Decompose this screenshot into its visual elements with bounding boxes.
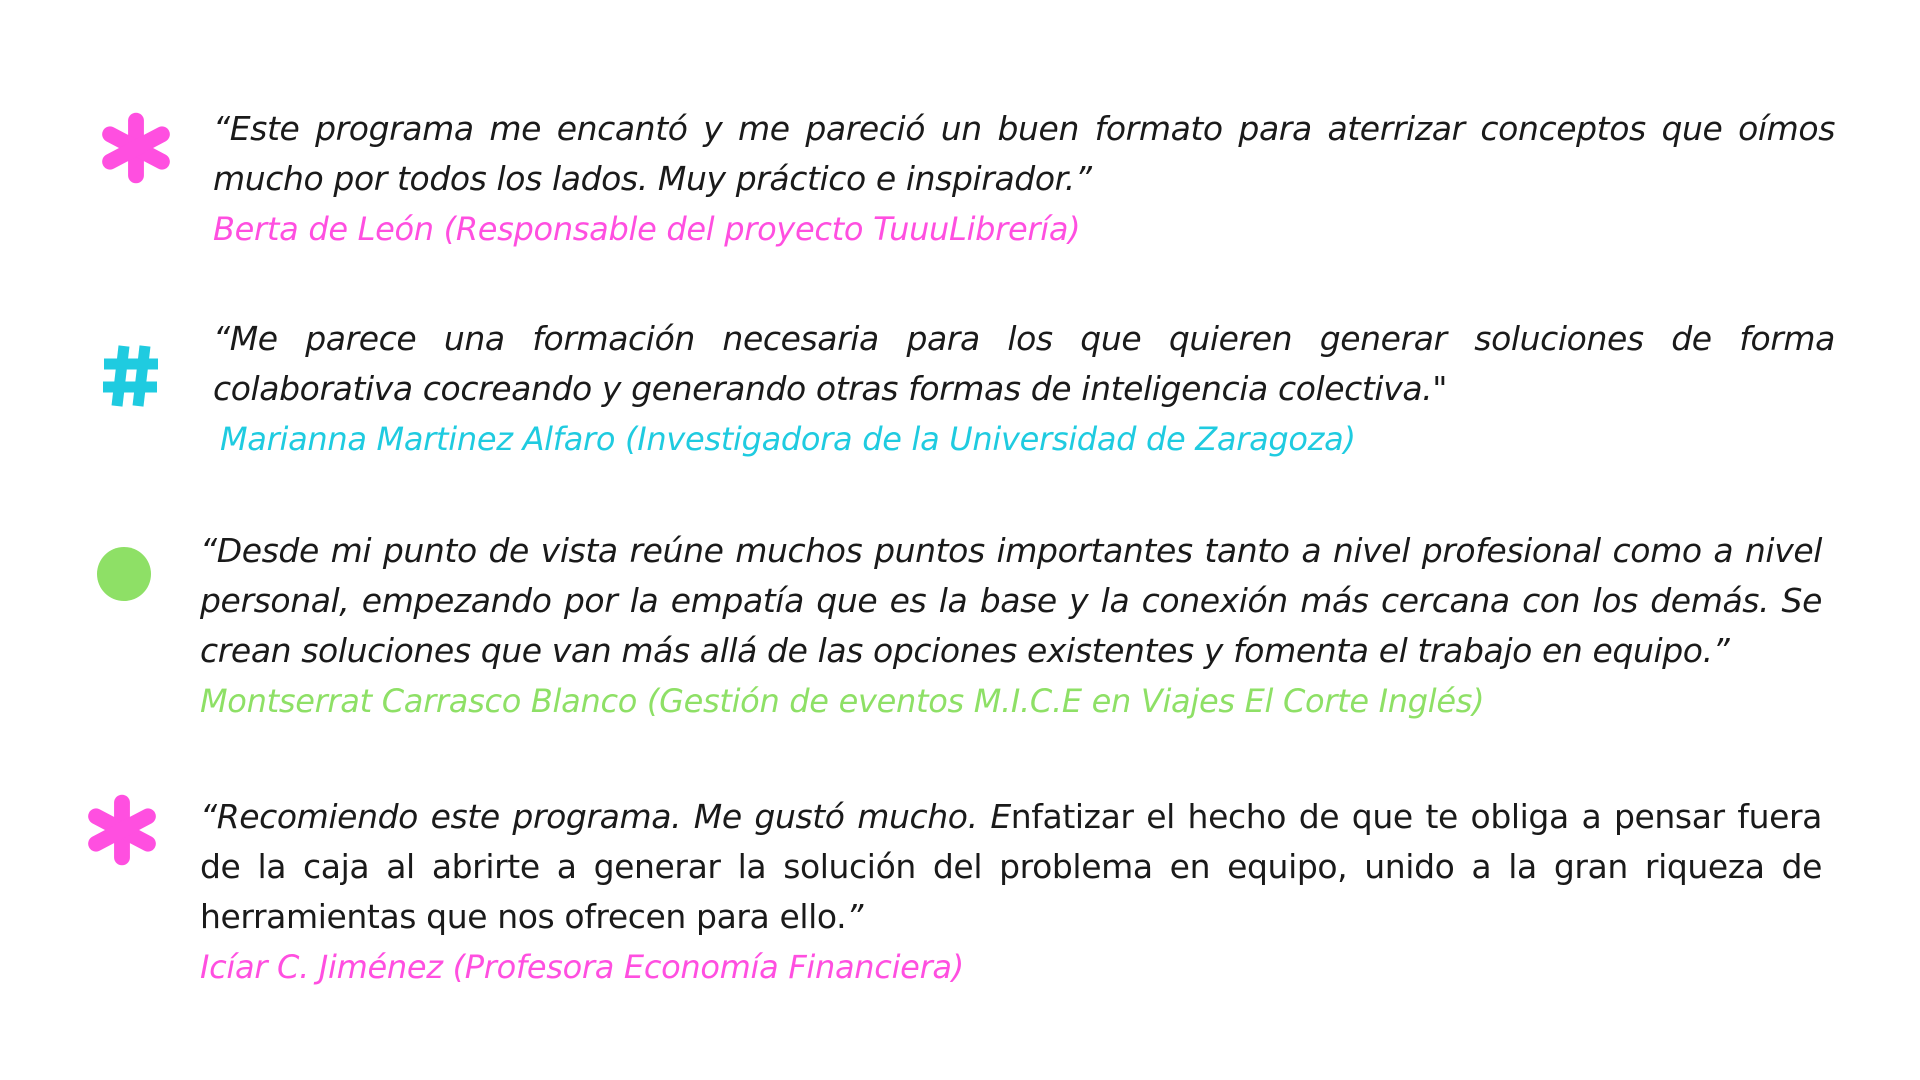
testimonial-3 [90, 526, 1822, 736]
quote-close: ” [846, 897, 863, 936]
testimonial-author: Icíar C. Jiménez (Profesora Economía Financiera) [200, 948, 964, 986]
testimonial-quote: “Me parece una formación necesaria para los que quieren generar soluciones de forma colaborativa cocreando y generando otras formas de inteligencia colectiva." [213, 319, 1835, 408]
asterisk-icon [86, 794, 158, 866]
testimonial-author: Berta de León (Responsable del proyecto TuuuLibrería) [213, 210, 1081, 248]
testimonial-4 [80, 792, 1822, 1002]
testimonial-author: Montserrat Carrasco Blanco (Gestión de eventos M.I.C.E en Viajes El Corte Inglés) [200, 682, 1485, 720]
testimonial-2 [90, 314, 1835, 474]
testimonial-author: Marianna Martinez Alfaro (Investigadora de la Universidad de Zaragoza) [220, 420, 1356, 458]
asterisk-icon [100, 112, 172, 184]
testimonial-quote: “Desde mi punto de vista reúne muchos puntos importantes tanto a nivel profesional como a nivel personal, empezando por la empatía que es la base y la conexión más cercana con los demás. Se crean soluciones que van más allá de las opciones existentes y fomenta el trabajo en equipo.” [200, 531, 1822, 670]
testimonial-text [213, 104, 1835, 254]
quote-upright-part: nfatizar el hecho de que te obliga a pensar fuera de la caja al abrirte a generar la solución del problema en equipo, unido a la gran riqueza de herramientas que nos ofrecen para ello. [200, 797, 1822, 936]
testimonial-quote [200, 792, 1822, 942]
circle-icon [97, 547, 151, 601]
testimonial-quote: “Este programa me encantó y me pareció un buen formato para aterrizar conceptos que oímos mucho por todos los lados. Muy práctico e inspirador.” [213, 109, 1835, 198]
testimonial-text [200, 792, 1822, 992]
testimonial-text [200, 526, 1822, 726]
hash-icon [102, 344, 160, 408]
quote-italic-part: “Recomiendo este programa. Me gustó mucho. E [200, 797, 1011, 836]
testimonial-1 [90, 104, 1835, 264]
testimonial-text [213, 314, 1835, 464]
